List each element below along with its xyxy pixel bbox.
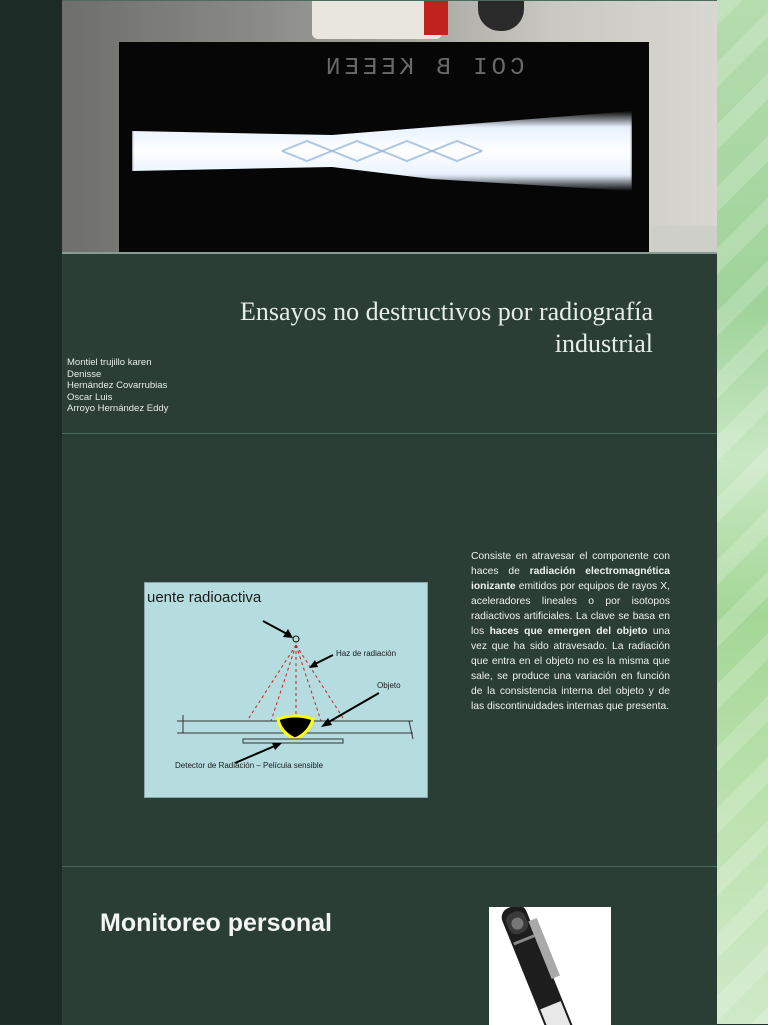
authors-list xyxy=(67,357,217,415)
author-line: Montiel trujillo karen xyxy=(67,357,152,368)
author-line: Oscar Luis xyxy=(67,391,113,403)
slide-1 xyxy=(62,0,717,433)
author-line: Hernández Covarrubias xyxy=(67,380,168,391)
photo-mirrored-text: COI B KEEEN xyxy=(322,55,525,82)
radiography-description: Consiste en atravesar el componente con haces de radiación electromagnética ionizante emitidos por equipos de rayos X, aceleradores lineales o por isotopos radiactivos artificiales. La clave se basa en los haces que emergen del objeto una vez que ha sido atravesado. La radiación que entra en el objeto no es la misma que sale, se produce una variación en función de la consistencia interna del objeto y de las discontinuidades internas que presenta. xyxy=(471,551,670,712)
slide-3 xyxy=(62,866,717,1025)
right-decorative-strip xyxy=(717,0,768,1024)
left-decorative-strip xyxy=(0,0,63,1024)
radiography-photo xyxy=(62,1,717,254)
detector-label: Detector de Radiación – Película sensible xyxy=(175,761,324,770)
diagram-title: uente radioactiva xyxy=(147,589,262,606)
author-line: Arroyo Hernández Eddy xyxy=(67,403,169,414)
object-label: Objeto xyxy=(377,681,401,690)
radiograph-pattern xyxy=(132,111,632,191)
section-heading: Monitoreo personal xyxy=(100,909,332,937)
beam-label: Haz de radiación xyxy=(336,649,397,658)
dosimeter-pen-photo xyxy=(489,907,611,1025)
xray-device xyxy=(312,1,442,39)
presentation-title: Ensayos no destructivos por radiografía industrial xyxy=(239,297,653,358)
author-line: Denisse xyxy=(67,368,102,380)
slide-2 xyxy=(62,433,717,866)
radiography-diagram xyxy=(144,582,428,798)
